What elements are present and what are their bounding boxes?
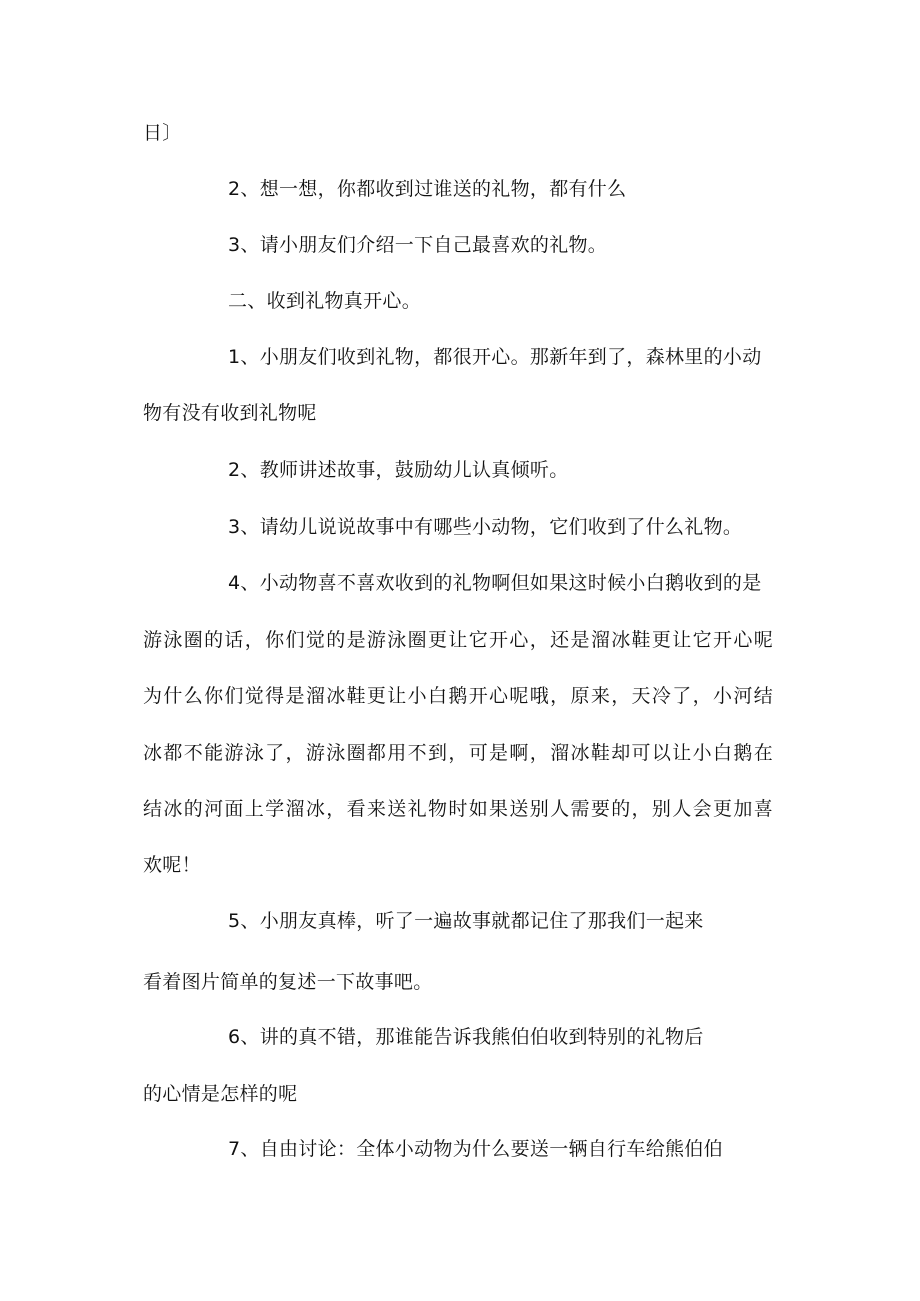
text-line: 3、请幼儿说说故事中有哪些小动物，它们收到了什么礼物。 bbox=[228, 516, 743, 538]
text-line: 5、小朋友真棒，听了一遍故事就都记住了那我们一起来 bbox=[228, 910, 704, 932]
text-line: 7、自由讨论：全体小动物为什么要送一辆自行车给熊伯伯 bbox=[228, 1138, 723, 1160]
text-line: 4、小动物喜不喜欢收到的礼物啊但如果这时候小白鹅收到的是 bbox=[228, 572, 762, 594]
text-line: 3、请小朋友们介绍一下自己最喜欢的礼物。 bbox=[228, 234, 608, 256]
text-line: 6、讲的真不错，那谁能告诉我熊伯伯收到特别的礼物后 bbox=[228, 1026, 704, 1048]
text-line: 为什么你们觉得是溜冰鞋更让小白鹅开心呢哦，原来，天冷了，小河结 bbox=[143, 685, 773, 707]
text-line: 结冰的河面上学溜冰，看来送礼物时如果送别人需要的，别人会更加喜 bbox=[143, 798, 773, 820]
text-line: 日〕 bbox=[143, 122, 182, 144]
text-line: 2、想一想，你都收到过谁送的礼物，都有什么 bbox=[228, 178, 627, 200]
text-line: 看着图片简单的复述一下故事吧。 bbox=[143, 971, 433, 993]
text-line: 物有没有收到礼物呢 bbox=[143, 402, 317, 424]
section-heading: 二、收到礼物真开心。 bbox=[228, 290, 422, 312]
text-line: 的心情是怎样的呢 bbox=[143, 1083, 298, 1105]
text-line: 游泳圈的话，你们觉的是游泳圈更让它开心，还是溜冰鞋更让它开心呢 bbox=[143, 629, 773, 651]
text-line: 1、小朋友们收到礼物，都很开心。那新年到了，森林里的小动 bbox=[228, 346, 762, 368]
text-line: 冰都不能游泳了，游泳圈都用不到，可是啊，溜冰鞋却可以让小白鹅在 bbox=[143, 742, 773, 764]
text-line: 欢呢！ bbox=[143, 854, 201, 876]
text-line: 2、教师讲述故事，鼓励幼儿认真倾听。 bbox=[228, 459, 569, 481]
